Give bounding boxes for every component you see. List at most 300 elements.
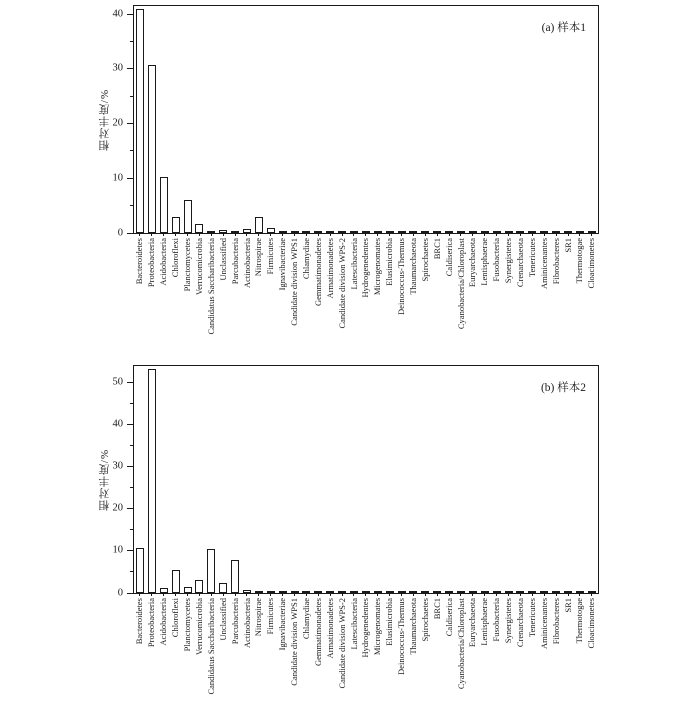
x-tick-mark	[175, 593, 176, 596]
x-tick-mark	[330, 233, 331, 236]
x-tick-mark	[591, 593, 592, 596]
y-tick-label: 0	[117, 586, 123, 598]
x-tick-mark	[389, 233, 390, 236]
x-tick-slot	[455, 593, 467, 597]
x-label-slot	[431, 598, 443, 722]
x-label-slot	[550, 598, 562, 722]
x-tick-mark	[187, 593, 188, 596]
x-label-slot	[336, 598, 348, 722]
x-label-slot	[241, 238, 253, 362]
x-axis-category-label: Fusobacteria	[491, 238, 502, 282]
x-tick-mark	[246, 233, 247, 236]
x-tick-slot	[241, 593, 253, 597]
x-axis-category-label: Bacteroidetes	[134, 598, 145, 645]
x-axis-category-label: Chloroflexi	[170, 598, 181, 638]
y-tick-label: 40	[112, 7, 123, 19]
bars-container-b	[134, 366, 598, 593]
x-label-slot	[384, 598, 396, 722]
x-axis-category-label: Chloroflexi	[170, 238, 181, 278]
x-label-slot	[134, 238, 146, 362]
x-axis-category-label: Thermotogae	[574, 598, 585, 644]
x-label-slot	[455, 598, 467, 722]
x-tick-mark	[235, 593, 236, 596]
x-tick-slot	[538, 593, 550, 597]
x-tick-slot	[146, 233, 158, 237]
y-axis-title-a: 相对丰度/%	[99, 88, 111, 151]
x-label-slot	[526, 238, 538, 362]
y-tick-minor	[130, 529, 134, 530]
x-label-slot	[289, 598, 301, 722]
x-tick-mark	[318, 233, 319, 236]
x-tick-slot	[265, 593, 277, 597]
bar-slot	[170, 570, 182, 593]
x-tick-slot	[312, 233, 324, 237]
x-tick-mark	[401, 233, 402, 236]
x-label-slot	[562, 598, 574, 722]
x-axis-category-label: Gemmatimonadetes	[312, 598, 323, 666]
y-tick-major	[127, 233, 134, 234]
x-axis-category-label: Nitrospirae	[253, 238, 264, 277]
x-tick-mark	[425, 233, 426, 236]
x-tick-mark	[282, 233, 283, 236]
x-tick-mark	[449, 593, 450, 596]
x-tick-mark	[258, 593, 259, 596]
x-label-slot	[407, 238, 419, 362]
x-tick-slot	[384, 593, 396, 597]
x-label-slot	[229, 238, 241, 362]
x-tick-slot	[300, 593, 312, 597]
x-tick-slot	[550, 233, 562, 237]
x-tick-slot	[384, 233, 396, 237]
x-axis-category-label: Thermotogae	[574, 238, 585, 284]
x-tick-mark	[520, 233, 521, 236]
x-tick-slot	[193, 593, 205, 597]
x-axis-category-label: Hydrogenedentes	[360, 598, 371, 658]
x-axis-category-label: Deinococcus-Thermus	[396, 238, 407, 315]
x-axis-category-label: Spirochaetes	[419, 238, 430, 282]
x-axis-category-label: Aminicenantes	[538, 598, 549, 649]
x-label-slot	[526, 598, 538, 722]
x-axis-category-label: Proteobacteria	[146, 238, 157, 288]
x-label-slot	[265, 238, 277, 362]
y-tick-minor	[130, 96, 134, 97]
x-tick-slot	[229, 233, 241, 237]
x-axis-category-label: Candidate division WPS1	[289, 238, 300, 326]
x-axis-category-label: Synergistetes	[503, 238, 514, 284]
x-tick-slot	[515, 593, 527, 597]
x-label-slot	[336, 238, 348, 362]
x-tick-slot	[419, 593, 431, 597]
x-tick-slot	[300, 233, 312, 237]
y-tick-minor	[130, 205, 134, 206]
x-tick-slot	[515, 233, 527, 237]
x-label-slot	[503, 598, 515, 722]
x-ticks-a	[134, 233, 598, 237]
y-tick-label: 30	[112, 460, 123, 472]
x-label-slot	[586, 238, 598, 362]
x-axis-category-label: Actinobacteria	[241, 598, 252, 649]
x-axis-labels-b	[134, 598, 598, 722]
x-label-slot	[205, 238, 217, 362]
x-axis-category-label: Chlamydiae	[300, 238, 311, 280]
x-axis-category-label: BRC1	[431, 598, 442, 620]
x-label-slot	[491, 598, 503, 722]
x-axis-category-label: Parcubacteria	[229, 238, 240, 285]
x-tick-slot	[253, 593, 265, 597]
x-axis-category-label: Bacteroidetes	[134, 238, 145, 285]
x-axis-category-label: Spirochaetes	[419, 598, 430, 642]
x-axis-category-label: Crenarchaeota	[514, 238, 525, 288]
x-tick-slot	[360, 593, 372, 597]
x-tick-slot	[526, 233, 538, 237]
x-tick-slot	[158, 593, 170, 597]
bar-slot	[158, 177, 170, 233]
x-tick-mark	[199, 233, 200, 236]
x-tick-slot	[336, 593, 348, 597]
x-tick-slot	[467, 593, 479, 597]
bar-slot	[229, 560, 241, 593]
x-label-slot	[146, 598, 158, 722]
y-tick-major	[127, 178, 134, 179]
x-axis-category-label: Tenericutes	[526, 238, 537, 278]
y-tick-major	[127, 14, 134, 15]
x-tick-mark	[377, 593, 378, 596]
x-label-slot	[419, 598, 431, 722]
x-tick-slot	[396, 593, 408, 597]
bars-container-a	[134, 6, 598, 233]
x-tick-mark	[425, 593, 426, 596]
x-tick-slot	[550, 593, 562, 597]
x-axis-labels-a	[134, 238, 598, 362]
x-axis-category-label: Latescibacteria	[348, 598, 359, 650]
y-tick-label: 20	[112, 117, 123, 129]
x-axis-category-label: Acidobacteria	[158, 598, 169, 646]
x-label-slot	[253, 598, 265, 722]
x-label-slot	[158, 238, 170, 362]
x-tick-mark	[579, 233, 580, 236]
x-tick-mark	[568, 593, 569, 596]
x-tick-slot	[586, 233, 598, 237]
x-tick-mark	[472, 233, 473, 236]
y-tick-minor	[130, 445, 134, 446]
x-label-slot	[538, 598, 550, 722]
x-axis-category-label: Candidatus Saccharibacteria	[205, 238, 216, 335]
x-tick-slot	[205, 593, 217, 597]
bar	[160, 177, 168, 233]
x-axis-category-label: Armatimonadetes	[324, 238, 335, 299]
x-label-slot	[324, 238, 336, 362]
x-label-slot	[312, 598, 324, 722]
x-tick-mark	[139, 593, 140, 596]
bar-slot	[193, 580, 205, 593]
x-axis-category-label: Unclassified	[217, 238, 228, 281]
x-label-slot	[217, 598, 229, 722]
x-tick-mark	[223, 233, 224, 236]
y-tick-minor	[130, 571, 134, 572]
x-tick-mark	[389, 593, 390, 596]
bar-slot	[146, 369, 158, 593]
x-tick-mark	[496, 593, 497, 596]
x-label-slot	[515, 238, 527, 362]
x-label-slot	[158, 598, 170, 722]
x-axis-category-label: Candidatus Saccharibacteria	[205, 598, 216, 695]
x-axis-category-label: Crenarchaeota	[514, 598, 525, 648]
y-tick-major	[127, 424, 134, 425]
y-tick-label: 40	[112, 418, 123, 430]
x-label-slot	[372, 238, 384, 362]
x-tick-slot	[467, 233, 479, 237]
x-ticks-b	[134, 593, 598, 597]
x-axis-category-label: Verrucomicrobia	[193, 598, 204, 656]
bar-slot	[193, 224, 205, 233]
y-tick-minor	[130, 487, 134, 488]
x-axis-category-label: Proteobacteria	[146, 598, 157, 648]
x-axis-category-label: Elusimicrobia	[384, 598, 395, 646]
bar-slot	[217, 583, 229, 593]
y-tick-label: 0	[117, 226, 123, 238]
x-label-slot	[586, 598, 598, 722]
x-axis-category-label: Cloacimonetes	[586, 238, 597, 289]
x-axis-category-label: Deinococcus-Thermus	[396, 598, 407, 675]
x-tick-slot	[479, 233, 491, 237]
x-axis-category-label: Thaumarchaeota	[407, 238, 418, 295]
x-tick-mark	[484, 593, 485, 596]
x-tick-mark	[318, 593, 319, 596]
bar	[172, 570, 180, 593]
bar-slot	[134, 9, 146, 233]
x-tick-mark	[544, 593, 545, 596]
y-axis-title-b: 相对丰度/%	[99, 448, 111, 511]
x-tick-slot	[134, 593, 146, 597]
x-label-slot	[193, 598, 205, 722]
x-label-slot	[312, 238, 324, 362]
x-tick-slot	[479, 593, 491, 597]
x-tick-mark	[496, 233, 497, 236]
x-tick-slot	[562, 233, 574, 237]
y-tick-major	[127, 593, 134, 594]
x-tick-mark	[223, 593, 224, 596]
x-label-slot	[300, 238, 312, 362]
x-label-slot	[253, 238, 265, 362]
y-tick-major	[127, 382, 134, 383]
x-axis-category-label: Nitrospirae	[253, 598, 264, 637]
x-tick-mark	[187, 233, 188, 236]
x-tick-slot	[372, 233, 384, 237]
plot-area-b	[99, 365, 599, 598]
panel-label-a: (a) 样本1	[541, 22, 586, 34]
x-tick-slot	[217, 593, 229, 597]
x-label-slot	[479, 238, 491, 362]
x-tick-mark	[294, 233, 295, 236]
x-tick-mark	[330, 593, 331, 596]
x-tick-slot	[348, 233, 360, 237]
x-axis-category-label: Euryarchaeota	[467, 598, 478, 648]
x-axis-category-label: Cyanobacteria/Chloroplast	[455, 238, 466, 330]
x-label-slot	[241, 598, 253, 722]
x-axis-category-label: Armatimonadetes	[324, 598, 335, 659]
x-tick-slot	[455, 233, 467, 237]
x-axis-category-label: SR1	[562, 598, 573, 613]
y-tick-major	[127, 508, 134, 509]
x-tick-mark	[556, 233, 557, 236]
x-tick-mark	[353, 593, 354, 596]
y-tick-label: 50	[112, 376, 123, 388]
x-tick-slot	[134, 233, 146, 237]
x-tick-mark	[246, 593, 247, 596]
x-tick-slot	[253, 233, 265, 237]
x-tick-slot	[170, 593, 182, 597]
x-tick-mark	[532, 593, 533, 596]
x-axis-category-label: Unclassified	[217, 598, 228, 641]
bar	[219, 583, 227, 593]
x-label-slot	[515, 598, 527, 722]
x-tick-mark	[484, 233, 485, 236]
x-tick-mark	[270, 233, 271, 236]
x-axis-category-label: Candidate division WPS1	[289, 598, 300, 686]
x-tick-mark	[568, 233, 569, 236]
x-tick-slot	[586, 593, 598, 597]
x-axis-category-label: Firmicutes	[265, 238, 276, 275]
x-label-slot	[170, 598, 182, 722]
x-tick-mark	[520, 593, 521, 596]
x-tick-mark	[579, 593, 580, 596]
x-tick-slot	[431, 233, 443, 237]
x-tick-slot	[146, 593, 158, 597]
x-tick-mark	[235, 233, 236, 236]
x-axis-category-label: Aminicenantes	[538, 238, 549, 289]
x-label-slot	[431, 238, 443, 362]
x-tick-slot	[193, 233, 205, 237]
bar	[136, 548, 144, 593]
x-axis-category-label: Cyanobacteria/Chloroplast	[455, 598, 466, 690]
x-tick-slot	[491, 233, 503, 237]
x-label-slot	[360, 238, 372, 362]
x-tick-slot	[348, 593, 360, 597]
x-tick-mark	[401, 593, 402, 596]
x-axis-category-label: Ignavibacteriae	[277, 238, 288, 291]
x-label-slot	[289, 238, 301, 362]
x-axis-category-label: Candidate division WPS-2	[336, 598, 347, 689]
x-tick-mark	[449, 233, 450, 236]
x-axis-category-label: Caldiserica	[443, 238, 454, 277]
x-tick-slot	[407, 233, 419, 237]
x-label-slot	[229, 598, 241, 722]
x-tick-slot	[407, 593, 419, 597]
bar	[195, 224, 203, 233]
y-tick-major	[127, 123, 134, 124]
bar	[148, 65, 156, 233]
x-label-slot	[396, 598, 408, 722]
x-label-slot	[265, 598, 277, 722]
x-tick-slot	[289, 233, 301, 237]
x-axis-category-label: Fibrobacteres	[550, 238, 561, 285]
x-tick-mark	[139, 233, 140, 236]
y-tick-label: 10	[112, 544, 123, 556]
x-label-slot	[372, 598, 384, 722]
x-axis-category-label: Microgenomates	[372, 238, 383, 296]
x-tick-slot	[277, 233, 289, 237]
x-axis-category-label: Firmicutes	[265, 598, 276, 635]
x-tick-slot	[372, 593, 384, 597]
x-tick-mark	[151, 593, 152, 596]
x-label-slot	[479, 598, 491, 722]
x-axis-category-label: Actinobacteria	[241, 238, 252, 289]
x-tick-slot	[419, 233, 431, 237]
x-tick-slot	[265, 233, 277, 237]
x-tick-slot	[562, 593, 574, 597]
x-tick-slot	[182, 593, 194, 597]
x-tick-mark	[342, 233, 343, 236]
x-tick-mark	[437, 593, 438, 596]
x-tick-slot	[574, 233, 586, 237]
x-label-slot	[182, 238, 194, 362]
x-tick-slot	[205, 233, 217, 237]
x-tick-slot	[443, 593, 455, 597]
x-tick-slot	[217, 233, 229, 237]
x-label-slot	[574, 598, 586, 722]
x-tick-slot	[312, 593, 324, 597]
x-label-slot	[503, 238, 515, 362]
x-tick-mark	[151, 233, 152, 236]
x-label-slot	[467, 598, 479, 722]
x-tick-mark	[353, 233, 354, 236]
x-label-slot	[170, 238, 182, 362]
y-tick-major	[127, 68, 134, 69]
x-tick-mark	[365, 593, 366, 596]
x-tick-mark	[163, 233, 164, 236]
x-tick-slot	[170, 233, 182, 237]
x-tick-slot	[360, 233, 372, 237]
bar-slot	[253, 217, 265, 233]
x-axis-category-label: Ignavibacteriae	[277, 598, 288, 651]
bar-slot	[182, 200, 194, 233]
y-tick-label: 10	[112, 172, 123, 184]
x-label-slot	[134, 598, 146, 722]
x-tick-mark	[556, 593, 557, 596]
y-tick-minor	[130, 41, 134, 42]
x-axis-category-label: Cloacimonetes	[586, 598, 597, 649]
x-axis-category-label: Chlamydiae	[300, 598, 311, 640]
x-label-slot	[300, 598, 312, 722]
x-label-slot	[467, 238, 479, 362]
x-axis-category-label: Planctomycetes	[182, 598, 193, 652]
y-tick-label: 30	[112, 62, 123, 74]
x-label-slot	[182, 598, 194, 722]
x-tick-mark	[342, 593, 343, 596]
panel-label-b: (b) 样本2	[540, 382, 586, 394]
x-label-slot	[407, 598, 419, 722]
x-tick-mark	[282, 593, 283, 596]
x-tick-mark	[211, 593, 212, 596]
x-label-slot	[217, 238, 229, 362]
x-axis-category-label: Thaumarchaeota	[407, 598, 418, 655]
x-label-slot	[348, 238, 360, 362]
x-axis-category-label: Gemmatimonadetes	[312, 238, 323, 306]
x-label-slot	[193, 238, 205, 362]
bar	[231, 560, 239, 593]
x-axis-category-label: SR1	[562, 238, 573, 253]
x-tick-mark	[211, 233, 212, 236]
bar	[184, 200, 192, 233]
x-tick-mark	[591, 233, 592, 236]
x-tick-slot	[574, 593, 586, 597]
x-tick-mark	[472, 593, 473, 596]
y-tick-label: 20	[112, 502, 123, 514]
x-label-slot	[419, 238, 431, 362]
x-axis-category-label: Candidate division WPS-2	[336, 238, 347, 329]
x-axis-category-label: Latescibacteria	[348, 238, 359, 290]
x-tick-mark	[437, 233, 438, 236]
